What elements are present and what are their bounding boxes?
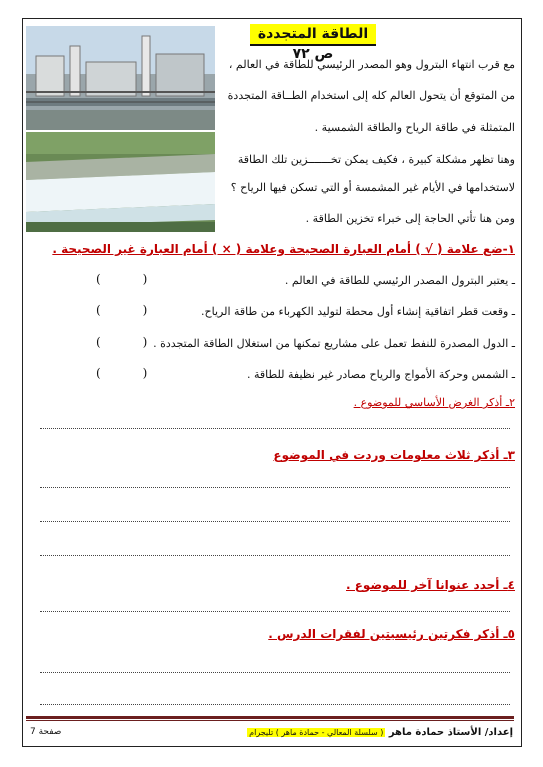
answer-line[interactable] <box>40 521 510 522</box>
telegram-channel: ( سلسلة المعالي - حمادة ماهر ) تليجرام <box>249 728 384 737</box>
footer-divider <box>26 716 514 719</box>
paragraph-line: من المتوقع أن يتحول العالم كله إلى استخدام الطــاقة المتجددة <box>227 89 515 102</box>
question-4-title: ٤ـ أحدد عنوانا آخر للموضوع . <box>346 578 515 592</box>
question-3-title: ٣ـ أذكر ثلاث معلومات وردت في الموضوع <box>273 448 515 462</box>
answer-line[interactable] <box>40 704 510 705</box>
question-5-title: ٥ـ أذكر فكرتين رئيسيتين لفقرات الدرس . <box>268 627 515 641</box>
page-number: صفحة 7 <box>30 727 62 737</box>
answer-parentheses-4[interactable]: ( ) <box>96 366 148 380</box>
statement-1: ـ يعتبر البترول المصدر الرئيسي للطاقة في العالم . <box>284 274 515 287</box>
statement-2: ـ وقعت قطر اتفاقية إنشاء أول محطة لتوليد الكهرباء من طاقة الرياح. <box>201 305 515 318</box>
answer-parentheses-2[interactable]: ( ) <box>96 303 148 317</box>
paragraph-line: لاستخدامها في الأيام غير المشمسة أو التي تسكن فيها الرياح ؟ <box>230 181 515 194</box>
answer-line[interactable] <box>40 487 510 488</box>
statement-4: ـ الشمس وحركة الأمواج والرياح مصادر غير نظيفة للطاقة . <box>247 368 515 381</box>
power-plant-photo <box>26 26 215 130</box>
statement-3: ـ الدول المصدرة للنفط تعمل على مشاريع تمكنها من استغلال الطاقة المتجددة . <box>153 337 515 350</box>
footer-author <box>247 727 513 738</box>
footer-divider-thin <box>26 720 514 721</box>
author-name: إعداد/ الأستاذ حمادة ماهر <box>388 727 513 738</box>
answer-line[interactable] <box>40 428 510 429</box>
paragraph-line: المتمثلة في طاقة الرياح والطاقة الشمسية . <box>314 121 515 134</box>
lesson-title: الطاقة المتجددة ص ٧٢ <box>250 24 376 46</box>
paragraph-line: ومن هنا تأتي الحاجة إلى خبراء تخزين الطاقة . <box>305 212 515 225</box>
answer-line[interactable] <box>40 672 510 673</box>
answer-line[interactable] <box>40 611 510 612</box>
waterfall-dam-photo <box>26 132 215 232</box>
paragraph-line: وهنا تظهر مشكلة كبيرة ، فكيف يمكن تخـــــــزين تلك الطاقة <box>237 153 515 166</box>
question-1-title: ١-ضع علامة ( √ ) أمام العبارة الصحيحة وعلامة ( × ) أمام العبارة غير الصحيحة . <box>52 242 515 256</box>
paragraph-line: مع قرب انتهاء البترول وهو المصدر الرئيسي للطاقة في العالم ، <box>228 58 515 71</box>
answer-parentheses-1[interactable]: ( ) <box>96 272 148 286</box>
answer-line[interactable] <box>40 555 510 556</box>
answer-parentheses-3[interactable]: ( ) <box>96 335 148 349</box>
question-2-title: ٢ـ أذكر الغرض الأساسي للموضوع . <box>353 396 515 409</box>
